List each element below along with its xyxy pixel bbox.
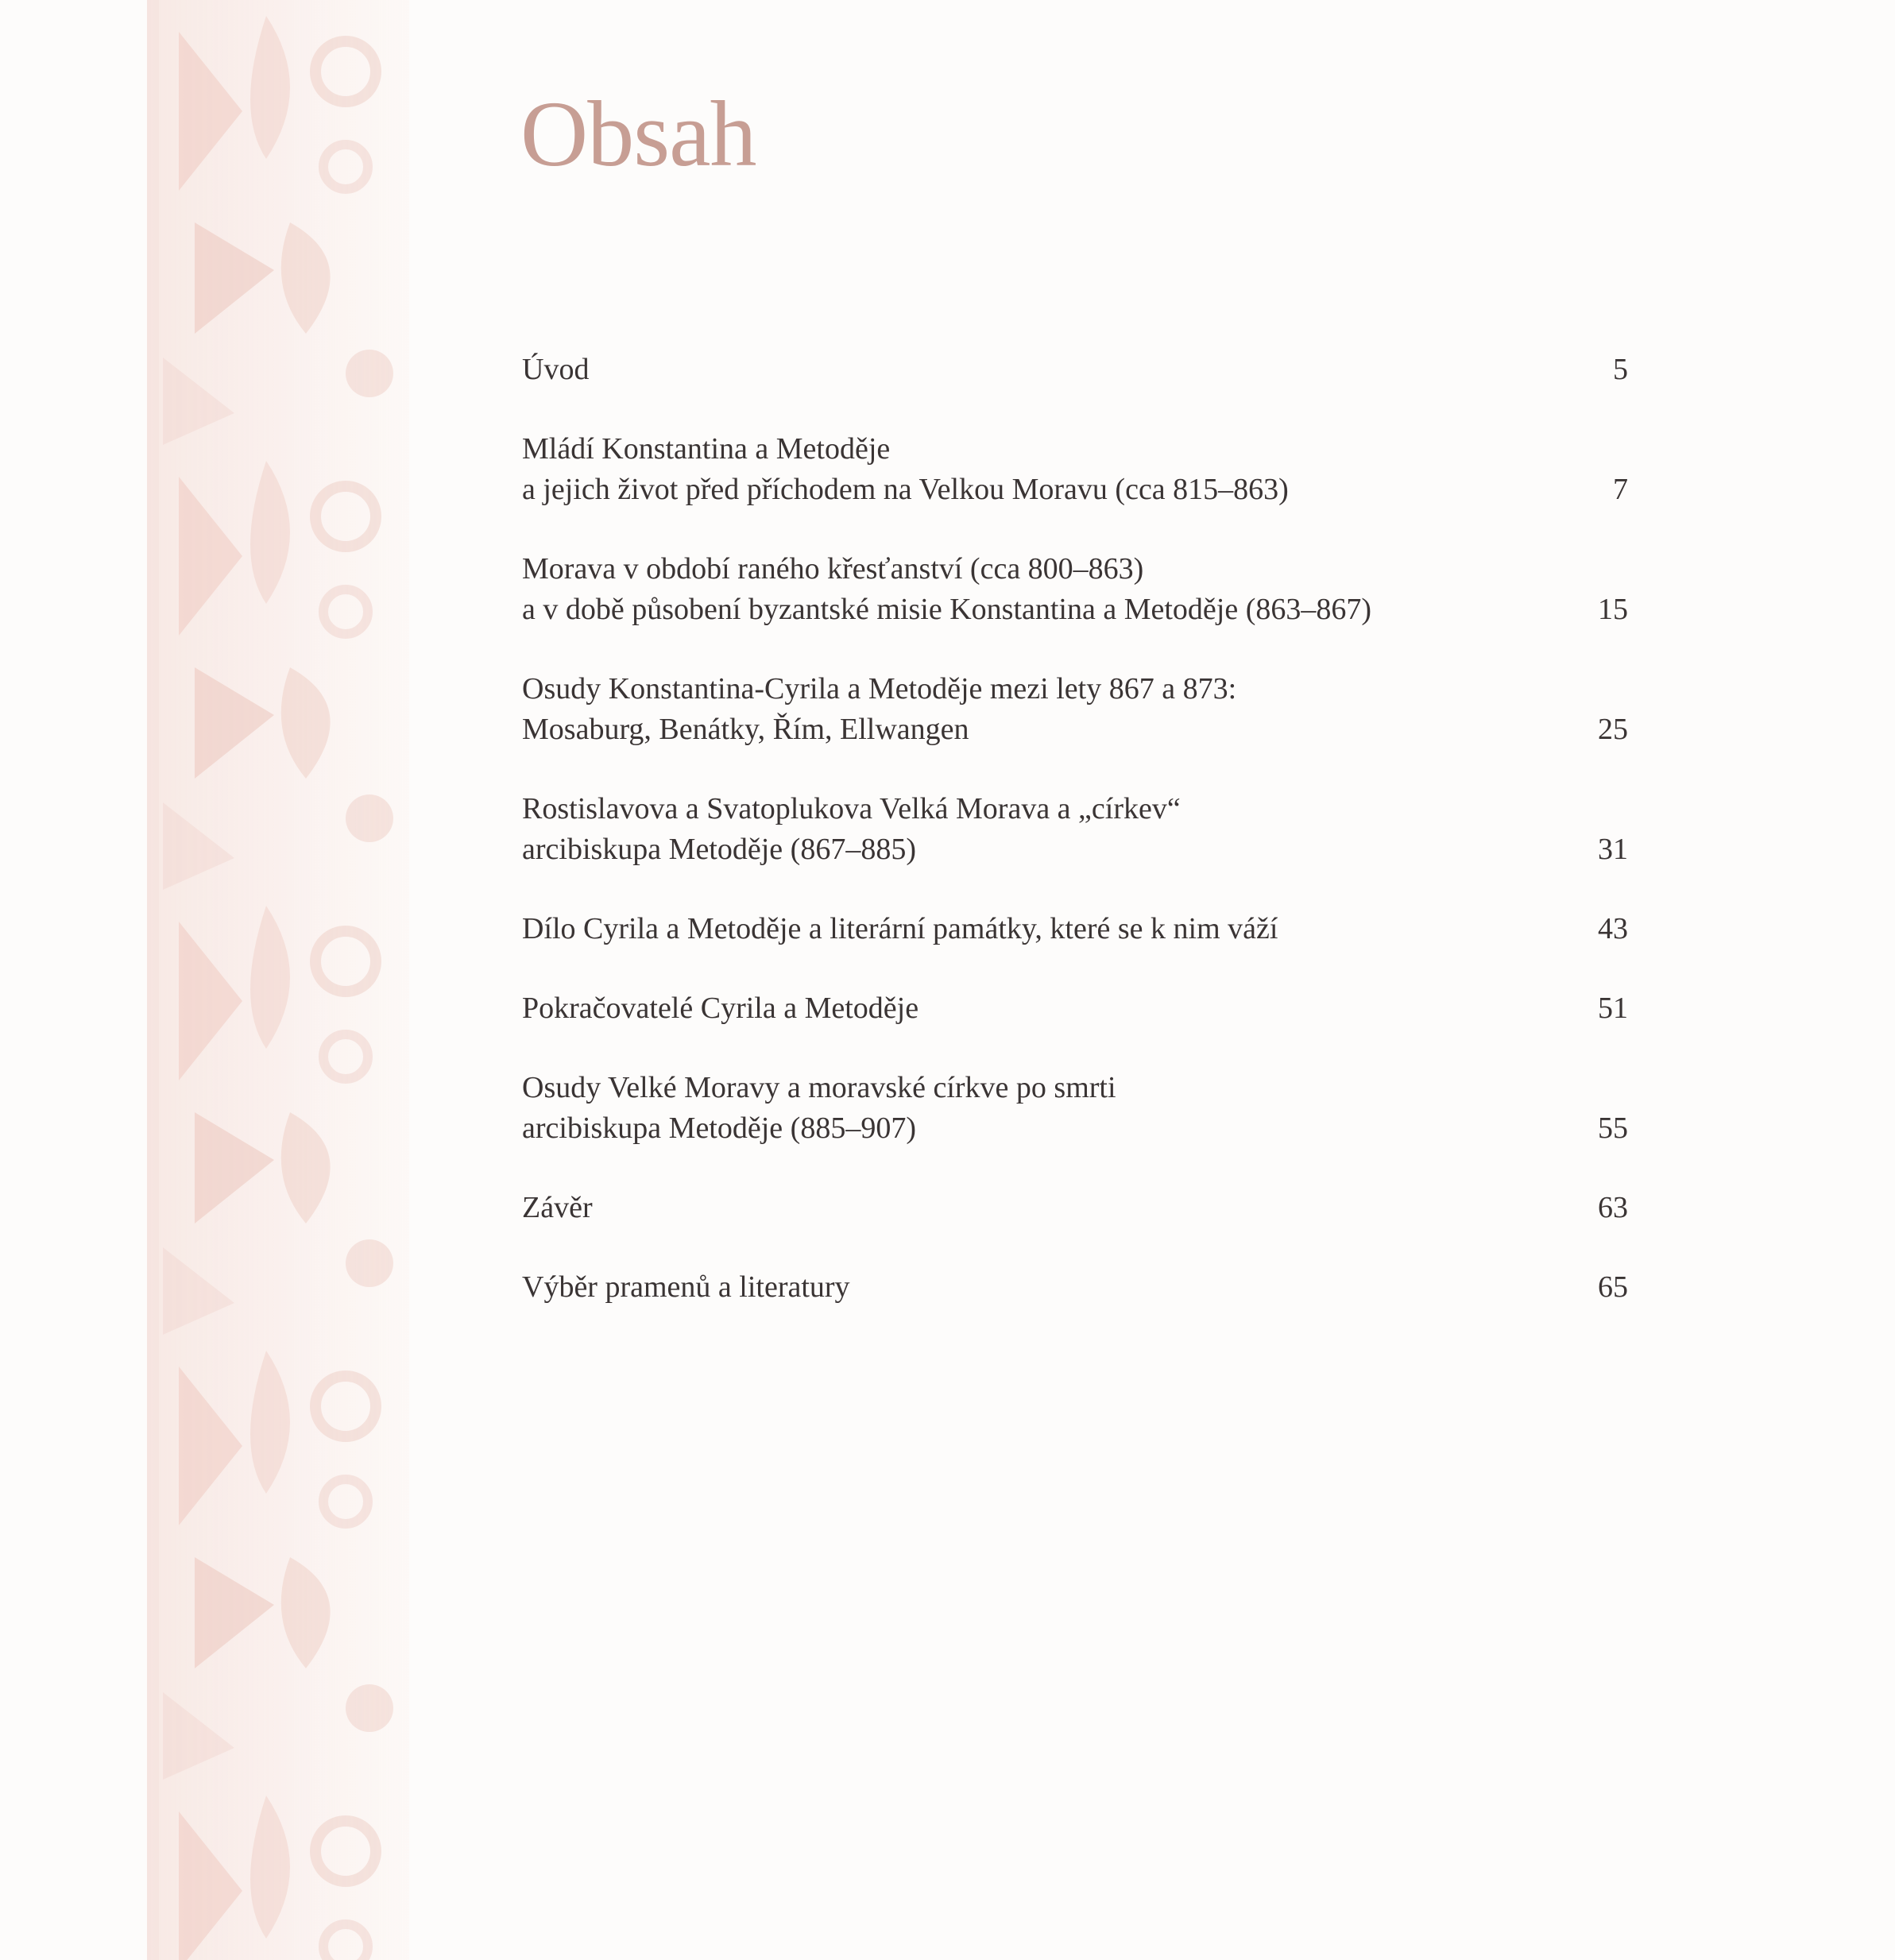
toc-entry-line: Úvod	[522, 353, 590, 386]
toc-entry-line: Morava v období raného křesťanství (cca 800–863)	[522, 552, 1144, 586]
decorative-ornament-border	[147, 0, 409, 1960]
toc-entry-line: Mládí Konstantina a Metoděje	[522, 432, 891, 466]
toc-entry-page-number: 65	[1598, 1270, 1628, 1304]
toc-entry-line: Dílo Cyrila a Metoděje a literární památky, které se k nim váží	[522, 912, 1278, 945]
toc-entry	[522, 429, 1628, 510]
toc-entry-line: Rostislavova a Svatoplukova Velká Morava a „církev“	[522, 792, 1181, 825]
toc-entry	[522, 350, 1628, 390]
toc-entry-page-number: 55	[1598, 1111, 1628, 1145]
toc-entry-line: Výběr pramenů a literatury	[522, 1270, 850, 1304]
toc-entry	[522, 1068, 1628, 1149]
toc-entry-title	[522, 988, 918, 1029]
page-title: Obsah	[520, 82, 756, 186]
toc-entry-title	[522, 350, 589, 390]
toc-entry-line: arcibiskupa Metoděje (867–885)	[522, 833, 916, 866]
toc-entry	[522, 988, 1628, 1029]
toc-entry-page-number: 31	[1598, 833, 1628, 866]
toc-entry-line: arcibiskupa Metoděje (885–907)	[522, 1111, 916, 1145]
toc-entry	[522, 1188, 1628, 1228]
toc-entry-line: Osudy Konstantina-Cyrila a Metoděje mezi lety 867 a 873:	[522, 672, 1237, 706]
toc-entry-page-number: 7	[1613, 473, 1628, 506]
toc-entry-title	[522, 789, 1181, 870]
table-of-contents	[522, 350, 1628, 1347]
toc-entry-line: a v době působení byzantské misie Konstantina a Metoděje (863–867)	[522, 593, 1372, 626]
toc-entry-line: Pokračovatelé Cyrila a Metoděje	[522, 992, 919, 1025]
toc-entry-page-number: 15	[1598, 593, 1628, 626]
toc-entry	[522, 789, 1628, 870]
toc-entry-page-number: 5	[1613, 353, 1628, 386]
toc-entry-line: Mosaburg, Benátky, Řím, Ellwangen	[522, 713, 969, 746]
toc-entry	[522, 669, 1628, 750]
toc-entry-title	[522, 549, 1371, 630]
toc-entry	[522, 549, 1628, 630]
toc-entry-page-number: 43	[1598, 912, 1628, 945]
toc-entry-line: Osudy Velké Moravy a moravské církve po smrti	[522, 1071, 1116, 1104]
toc-entry-line: a jejich život před příchodem na Velkou Moravu (cca 815–863)	[522, 473, 1289, 506]
toc-entry-title	[522, 1267, 850, 1308]
toc-entry-title	[522, 429, 1289, 510]
toc-entry-title	[522, 669, 1236, 750]
toc-entry	[522, 1267, 1628, 1308]
toc-entry-page-number: 51	[1598, 992, 1628, 1025]
toc-entry-title	[522, 1188, 593, 1228]
toc-entry	[522, 909, 1628, 949]
toc-entry-title	[522, 1068, 1116, 1149]
toc-entry-title	[522, 909, 1278, 949]
toc-entry-page-number: 63	[1598, 1191, 1628, 1224]
toc-entry-line: Závěr	[522, 1191, 593, 1224]
toc-entry-page-number: 25	[1598, 713, 1628, 746]
